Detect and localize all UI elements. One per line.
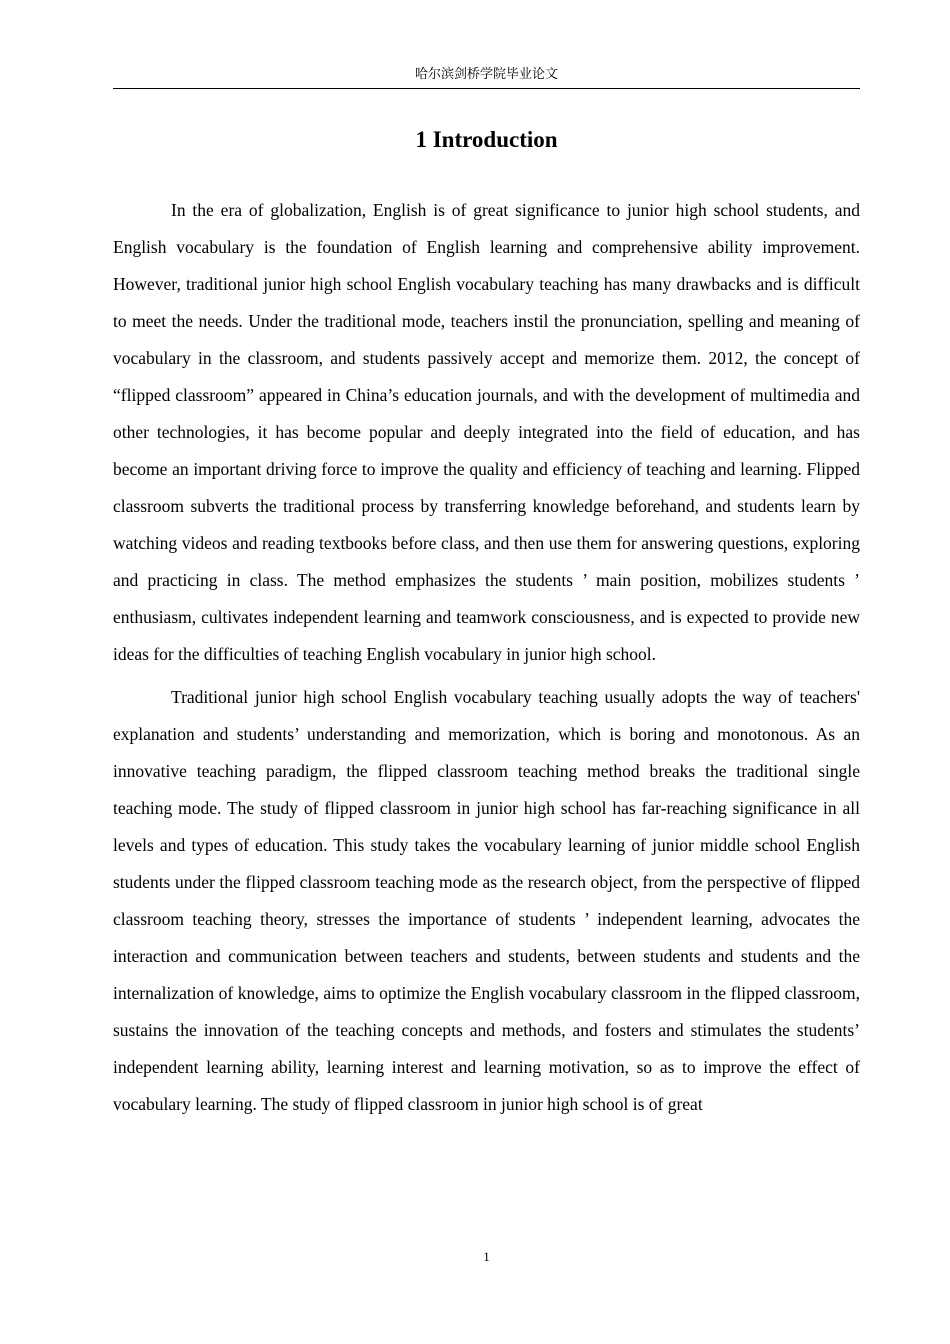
page-number: 1	[483, 1249, 490, 1264]
paragraph-2: Traditional junior high school English vocabulary teaching usually adopts the way of teachers' explanation and students’ understanding and memorization, which is boring and monotonous. As an innovative teaching paradigm, the flipped classroom teaching method breaks the traditional single teaching mode. The study of flipped classroom in junior high school has far-reaching significance in all levels and types of education. This study takes the vocabulary learning of junior middle school English students under the flipped classroom teaching mode as the research object, from the perspective of flipped classroom teaching theory, stresses the importance of students ’ independent learning, advocates the interaction and communication between teachers and students, between students and students and the internalization of knowledge, aims to optimize the English vocabulary classroom in the flipped classroom, sustains the innovation of the teaching concepts and methods, and fosters and stimulates the students’ independent learning ability, learning interest and learning motivation, so as to improve the effect of vocabulary learning. The study of flipped classroom in junior high school is of great	[113, 687, 860, 1114]
running-header: 哈尔滨剑桥学院毕业论文	[414, 67, 558, 82]
body-text	[113, 192, 860, 1123]
paragraph-1: In the era of globalization, English is of great significance to junior high school students, and English vocabulary is the foundation of English learning and comprehensive ability improvement. However, traditional junior high school English vocabulary teaching has many drawbacks and is difficult to meet the needs. Under the traditional mode, teachers instil the pronunciation, spelling and meaning of vocabulary in the classroom, and students passively accept and memorize them. 2012, the concept of “flipped classroom” appeared in China’s education journals, and with the development of multimedia and other technologies, it has become popular and deeply integrated into the field of education, and has become an important driving force to improve the quality and efficiency of teaching and learning. Flipped classroom subverts the traditional process by transferring knowledge beforehand, and students learn by watching videos and reading textbooks before class, and then use them for answering questions, exploring and practicing in class. The method emphasizes the students ’ main position, mobilizes students ’ enthusiasm, cultivates independent learning and teamwork consciousness, and is expected to provide new ideas for the difficulties of teaching English vocabulary in junior high school.	[113, 200, 860, 664]
chapter-title: 1 Introduction	[415, 127, 558, 152]
header-divider	[113, 88, 860, 89]
